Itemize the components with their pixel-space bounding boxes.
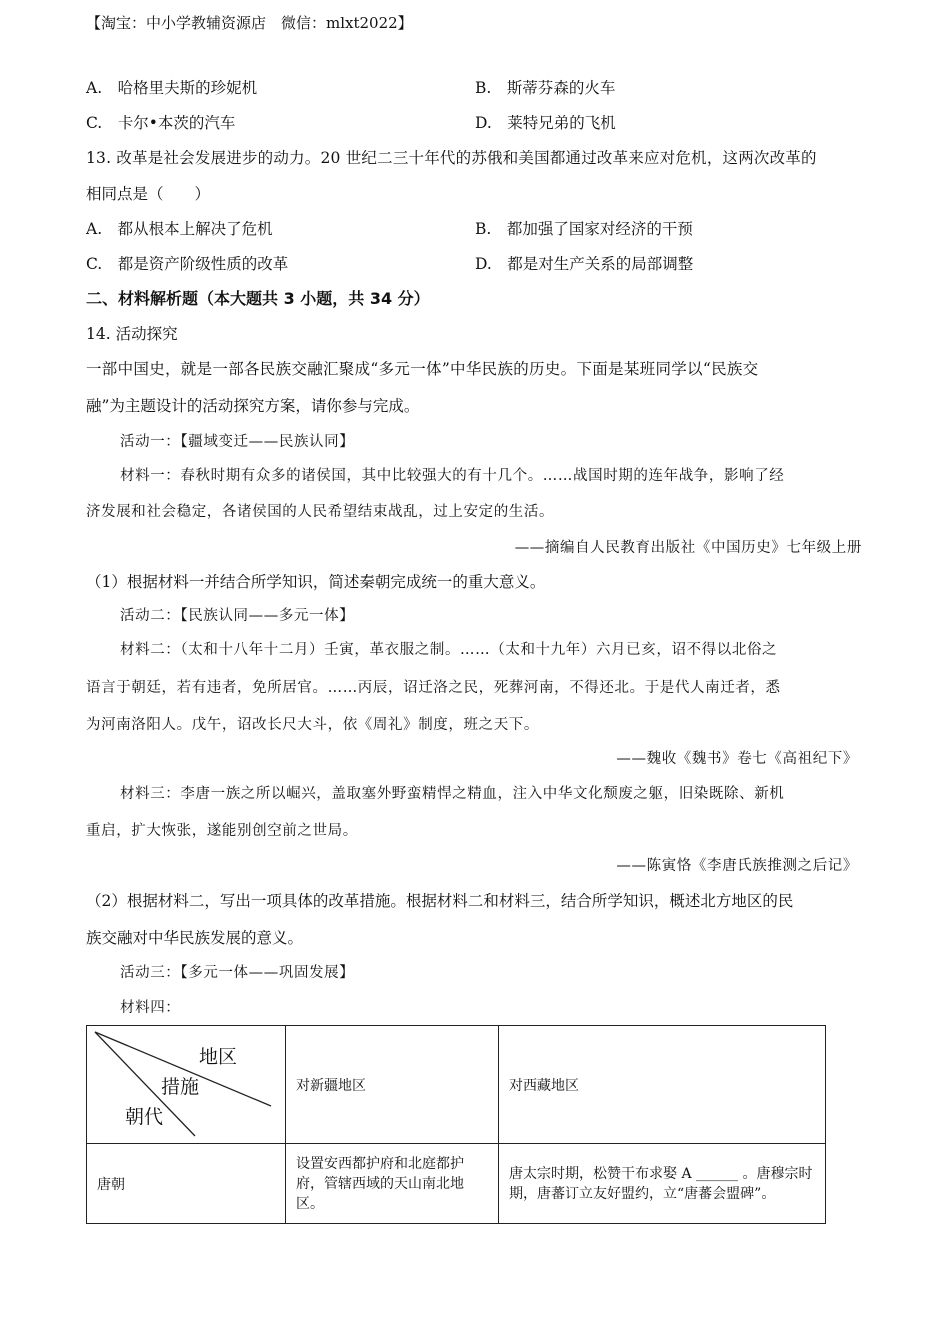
q13-stem-line1: 13. 改革是社会发展进步的动力。20 世纪二三十年代的苏俄和美国都通过改革来应对危机，这两次改革的 [86, 149, 817, 167]
q13-option-b: B. 都加强了国家对经济的干预 [475, 220, 693, 238]
activity3-heading: 活动三：【多元一体——巩固发展】 [120, 965, 355, 981]
diag-label-measure: 措施 [161, 1076, 200, 1098]
section2-title: 二、材料解析题（本大题共 3 小题，共 34 分） [86, 289, 430, 308]
q12-option-d: D. 莱特兄弟的飞机 [475, 114, 616, 132]
col-header-xinjiang: 对新疆地区 [286, 1026, 499, 1144]
row-header-tang: 唐朝 [87, 1144, 286, 1224]
material4-table [86, 1025, 826, 1224]
activity1-heading: 活动一：【疆域变迁——民族认同】 [120, 434, 355, 450]
material3-line2: 重启，扩大恢张，遂能别创空前之世局。 [86, 823, 358, 839]
subquestion2-line2: 族交融对中华民族发展的意义。 [86, 929, 304, 947]
activity2-heading: 活动二：【民族认同——多元一体】 [120, 608, 355, 624]
q13-option-c: C. 都是资产阶级性质的改革 [86, 255, 289, 273]
col-header-xizang: 对西藏地区 [499, 1026, 826, 1144]
q14-intro-line1: 一部中国史，就是一部各民族交融汇聚成“多元一体”中华民族的历史。下面是某班同学以“民族交 [86, 360, 759, 378]
header-banner: 【淘宝：中小学教辅资源店 微信：mlxt2022】 [86, 14, 413, 32]
material2-line1: 材料二：（太和十八年十二月）壬寅，革衣服之制。……（太和十九年）六月已亥，诏不得以北俗之 [120, 642, 778, 658]
diagonal-header-cell [87, 1026, 286, 1144]
diag-label-region: 地区 [199, 1046, 238, 1068]
q12-option-b: B. 斯蒂芬森的火车 [475, 79, 616, 97]
cell-tang-xizang: 唐太宗时期，松赞干布求娶 A ______ 。唐穆宗时期，唐蕃订立友好盟约，立“唐蕃会盟碑”。 [499, 1144, 826, 1224]
material1-line2: 济发展和社会稳定，各诸侯国的人民希望结束战乱，过上安定的生活。 [86, 504, 555, 520]
q12-option-a: A. 哈格里夫斯的珍妮机 [86, 79, 258, 97]
material2-source: ——魏收《魏书》卷七《高祖纪下》 [616, 751, 858, 767]
material4-label: 材料四： [120, 1000, 181, 1016]
material2-line2: 语言于朝廷，若有违者，免所居官。……丙辰，诏迁洛之民，死葬河南，不得还北。于是代人南迁者，悉 [86, 680, 781, 696]
q13-option-a: A. 都从根本上解决了危机 [86, 220, 273, 238]
q14-title: 14. 活动探究 [86, 325, 178, 343]
diag-label-dynasty: 朝代 [125, 1106, 164, 1128]
subquestion1: （1）根据材料一并结合所学知识，简述秦朝完成统一的重大意义。 [86, 573, 546, 591]
material3-line1: 材料三：李唐一族之所以崛兴，盖取塞外野蛮精悍之精血，注入中华文化颓废之躯，旧染既除、新机 [120, 786, 785, 802]
q13-stem-line2: 相同点是（ ） [86, 185, 211, 203]
subquestion2-line1: （2）根据材料二，写出一项具体的改革措施。根据材料二和材料三，结合所学知识，概述北方地区的民 [86, 892, 794, 910]
q13-option-d: D. 都是对生产关系的局部调整 [475, 255, 694, 273]
material1-line1: 材料一：春秋时期有众多的诸侯国，其中比较强大的有十几个。……战国时期的连年战争，影响了经 [120, 468, 785, 484]
q12-option-c: C. 卡尔•本茨的汽车 [86, 114, 236, 132]
material2-line3: 为河南洛阳人。戊午，诏改长尺大斗，依《周礼》制度，班之天下。 [86, 717, 539, 733]
cell-tang-xinjiang: 设置安西都护府和北庭都护府，管辖西域的天山南北地区。 [286, 1144, 499, 1224]
q14-intro-line2: 融”为主题设计的活动探究方案，请你参与完成。 [86, 397, 420, 415]
material1-source: ——摘编自人民教育出版社《中国历史》七年级上册 [514, 540, 862, 556]
material3-source: ——陈寅恪《李唐氏族推测之后记》 [616, 858, 858, 874]
